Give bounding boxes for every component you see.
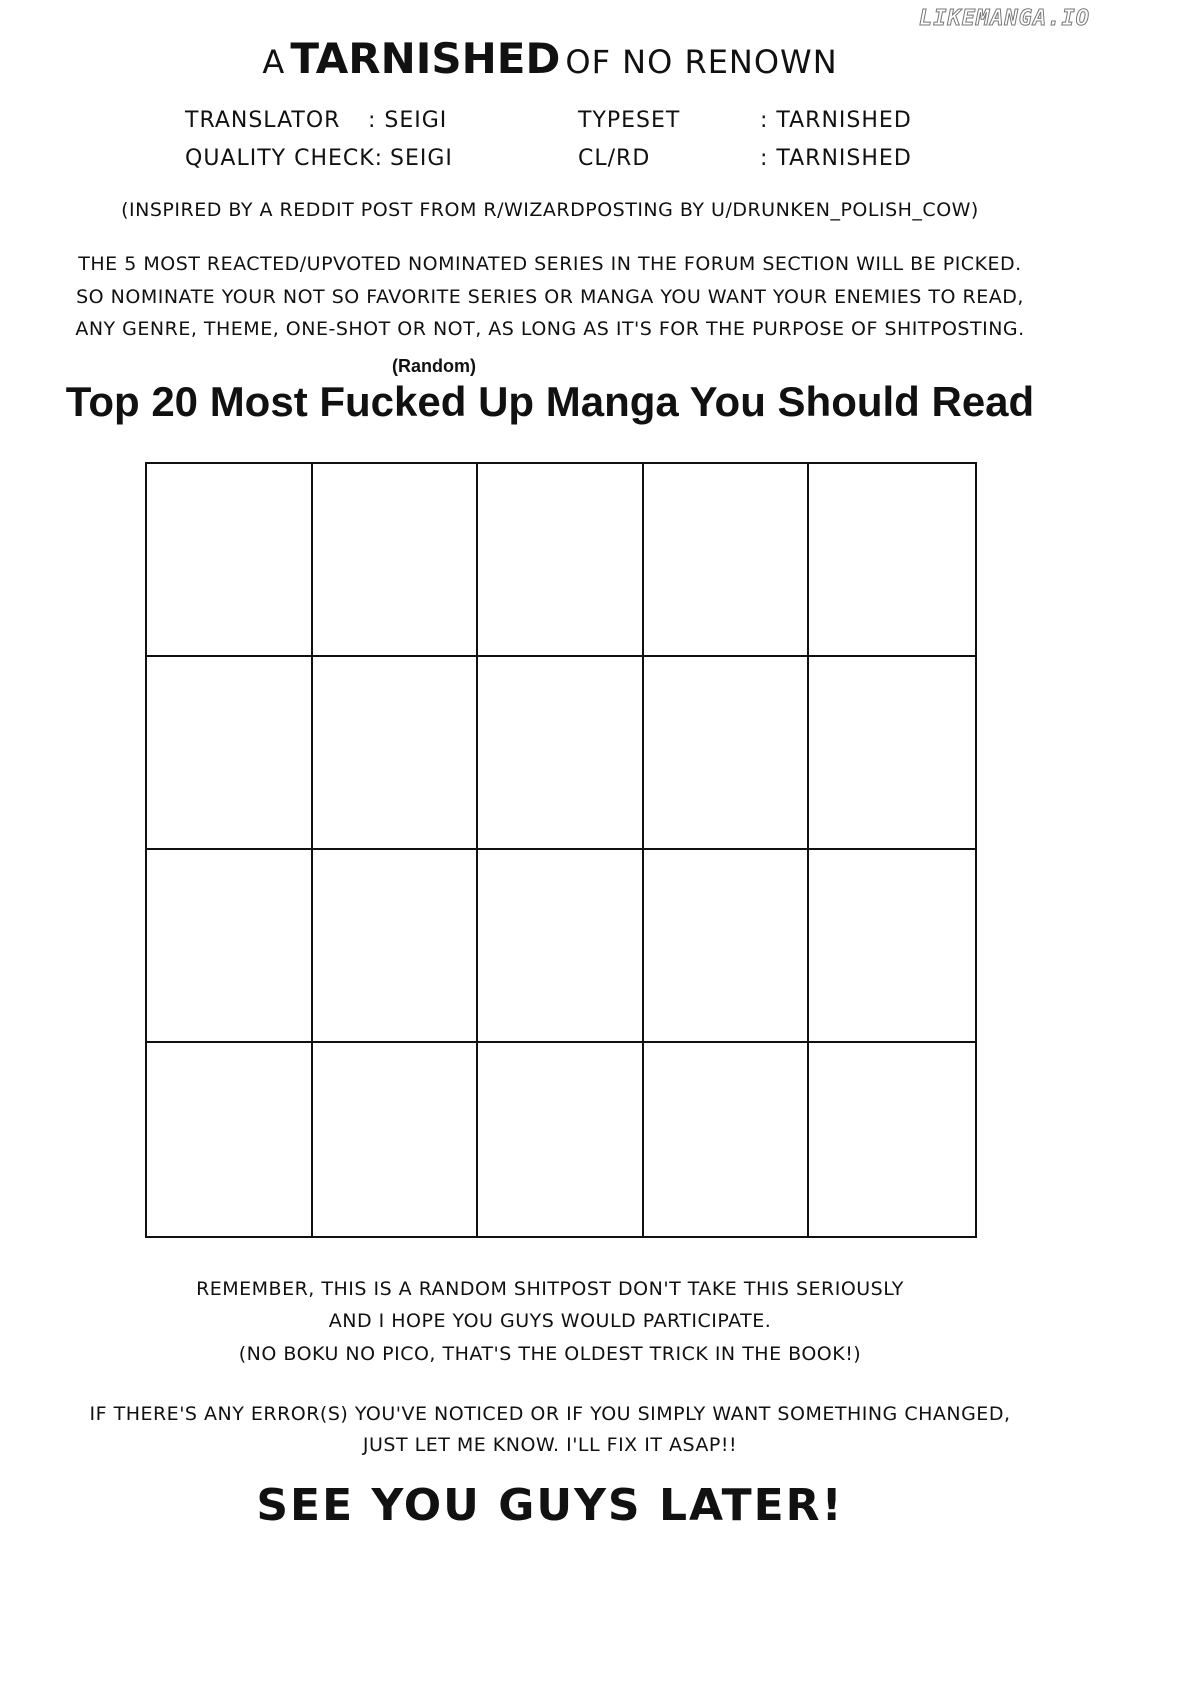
typeset-label: TYPESET (578, 108, 681, 133)
quality-check-label: QUALITY CHECK: (185, 146, 384, 171)
remark-line: REMEMBER, THIS IS A RANDOM SHITPOST DON'T TAKE THIS SERIOUSLY (196, 1278, 904, 1300)
grid-cell (147, 1043, 313, 1236)
grid-cell (313, 657, 479, 850)
grid-cell (478, 850, 644, 1043)
grid-cell (313, 1043, 479, 1236)
remark-line: AND I HOPE YOU GUYS WOULD PARTICIPATE. (328, 1310, 772, 1332)
site-watermark: LIKEMANGA.IO (919, 6, 1090, 31)
feedback-line: IF THERE'S ANY ERROR(S) YOU'VE NOTICED OR IF YOU SIMPLY WANT SOMETHING CHANGED, (89, 1403, 1011, 1425)
grid-cell (809, 657, 975, 850)
grid-cell (809, 850, 975, 1043)
clrd-value: : TARNISHED (760, 146, 912, 171)
grid-cell (644, 1043, 810, 1236)
feedback-line: JUST LET ME KNOW. I'LL FIX IT ASAP!! (362, 1434, 738, 1456)
translator-value: : SEIGI (368, 108, 448, 133)
grid-cell (478, 464, 644, 657)
grid-cell (147, 464, 313, 657)
grid-cell (809, 1043, 975, 1236)
grid-cell (313, 850, 479, 1043)
grid-cell (478, 1043, 644, 1236)
page-title (0, 34, 1100, 83)
grid-cell (478, 657, 644, 850)
list-title: Top 20 Most Fucked Up Manga You Should Read (65, 378, 1035, 425)
grid-cell (313, 464, 479, 657)
quality-check-value: SEIGI (390, 146, 453, 171)
title-main: TARNISHED (290, 34, 561, 83)
instruction-line: SO NOMINATE YOUR NOT SO FAVORITE SERIES OR MANGA YOU WANT YOUR ENEMIES TO READ, (76, 286, 1024, 308)
grid-cell (147, 657, 313, 850)
random-annotation: (Random) (392, 356, 476, 376)
grid-cell (644, 850, 810, 1043)
title-suffix: OF NO RENOWN (565, 43, 838, 81)
translator-label: TRANSLATOR (185, 108, 341, 133)
title-prefix: A (262, 43, 286, 81)
remark-line: (NO BOKU NO PICO, THAT'S THE OLDEST TRICK IN THE BOOK!) (238, 1343, 862, 1365)
grid-cell (644, 464, 810, 657)
inspiration-note: (INSPIRED BY A REDDIT POST FROM R/WIZARDPOSTING BY U/DRUNKEN_POLISH_COW) (121, 199, 979, 221)
closing-message: SEE YOU GUYS LATER! (256, 1480, 844, 1531)
clrd-label: CL/RD (578, 146, 651, 171)
grid-cell (644, 657, 810, 850)
grid-cell (809, 464, 975, 657)
instruction-line: THE 5 MOST REACTED/UPVOTED NOMINATED SERIES IN THE FORUM SECTION WILL BE PICKED. (78, 253, 1022, 275)
typeset-value: : TARNISHED (760, 108, 912, 133)
grid-cell (147, 850, 313, 1043)
instruction-line: ANY GENRE, THEME, ONE-SHOT OR NOT, AS LONG AS IT'S FOR THE PURPOSE OF SHITPOSTING. (75, 318, 1025, 340)
nomination-grid (145, 462, 977, 1238)
